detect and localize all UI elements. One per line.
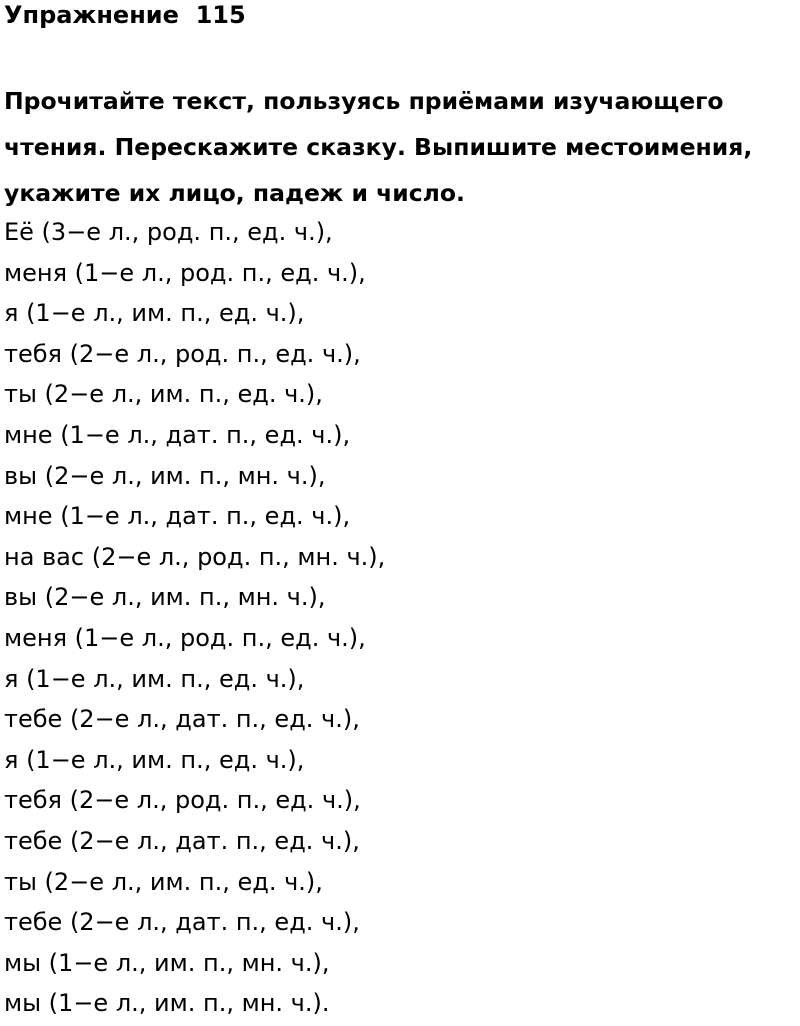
answer-item: мы (1−е л., им. п., мн. ч.), xyxy=(4,948,330,977)
answer-item: меня (1−е л., род. п., ед. ч.), xyxy=(4,258,366,287)
task-text xyxy=(4,78,800,216)
answer-item: вы (2−е л., им. п., мн. ч.), xyxy=(4,461,326,490)
answer-list xyxy=(4,212,385,1024)
task-line: чтения. Перескажите сказку. Выпишите местоимения, xyxy=(4,133,753,161)
exercise-title: Упражнение 115 xyxy=(4,1,246,29)
answer-item: Её (3−е л., род. п., ед. ч.), xyxy=(4,218,333,246)
answer-item: мне (1−е л., дат. п., ед. ч.), xyxy=(4,502,351,531)
answer-item: тебе (2−е л., дат. п., ед. ч.), xyxy=(4,826,360,855)
answer-item: мне (1−е л., дат. п., ед. ч.), xyxy=(4,420,351,449)
answer-item: я (1−е л., им. п., ед. ч.), xyxy=(4,745,305,774)
task-line: Прочитайте текст, пользуясь приёмами изучающего xyxy=(4,87,724,115)
answer-item: тебе (2−е л., дат. п., ед. ч.), xyxy=(4,908,360,937)
answer-item: ты (2−е л., им. п., ед. ч.), xyxy=(4,867,323,896)
answer-item: меня (1−е л., род. п., ед. ч.), xyxy=(4,623,366,652)
answer-item: я (1−е л., им. п., ед. ч.), xyxy=(4,299,305,328)
answer-item: я (1−е л., им. п., ед. ч.), xyxy=(4,664,305,693)
answer-item: тебе (2−е л., дат. п., ед. ч.), xyxy=(4,705,360,734)
answer-item: мы (1−е л., им. п., мн. ч.). xyxy=(4,989,330,1018)
answer-item: на вас (2−е л., род. п., мн. ч.), xyxy=(4,542,386,571)
answer-item: вы (2−е л., им. п., мн. ч.), xyxy=(4,583,326,612)
answer-item: тебя (2−е л., род. п., ед. ч.), xyxy=(4,786,361,815)
task-line: укажите их лицо, падеж и число. xyxy=(4,179,465,207)
answer-item: ты (2−е л., им. п., ед. ч.), xyxy=(4,380,323,409)
answer-item: тебя (2−е л., род. п., ед. ч.), xyxy=(4,339,361,368)
